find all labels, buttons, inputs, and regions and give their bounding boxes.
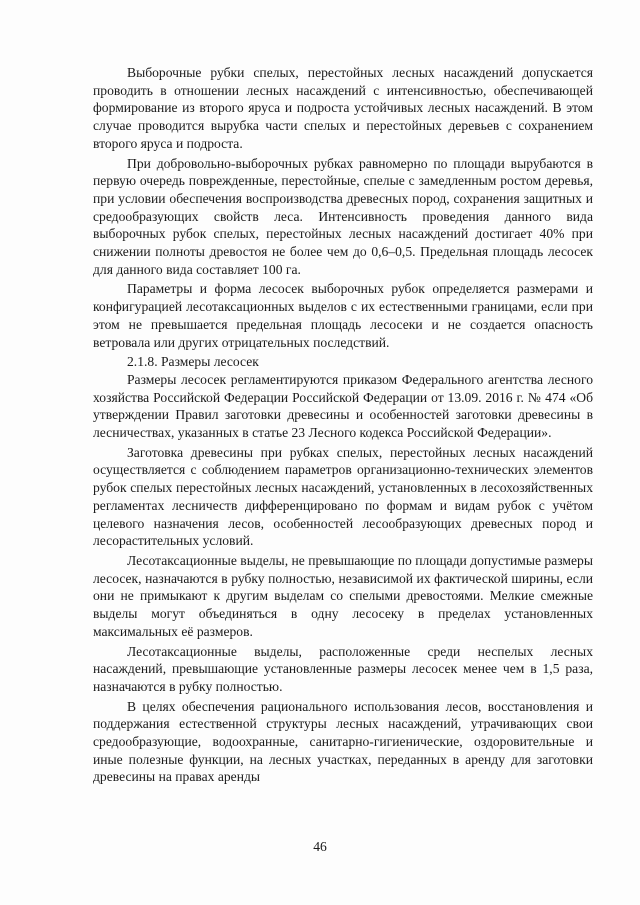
- section-heading: 2.1.8. Размеры лесосек: [127, 354, 259, 370]
- paragraph-forest-allotments: Лесотаксационные выделы, не превышающие по площади допустимые размеры лесосек, назначаются в рубку полностью, независимой их фактической ширины, если они не примыкают к другим выделам со спелыми древостоями. Мелкие смежные выделы могут объединяться в одну лесосеку в пределах установленных максимальных её размеров.: [93, 552, 593, 639]
- document-body: [93, 64, 593, 788]
- paragraph-cutting-area-parameters: Параметры и форма лесосек выборочных рубок определяется размерами и конфигурацией лесотаксационных выделов с их естественными границами, если при этом не превышается предельная площадь лесосеки и не создается опасность ветровала или других отрицательных последствий.: [93, 281, 593, 350]
- page-number: 46: [313, 839, 327, 854]
- paragraph-rational-use: В целях обеспечения рационального использования лесов, восстановления и поддержания естественной структуры лесных насаждений, утрачивающих свои средообразующие, водоохранные, санитарно-гигиенические, оздоровительные и иные полезные функции, на лесных участках, переданных в аренду для заготовки древесины на правах аренды: [93, 698, 593, 785]
- paragraph-cutting-area-regulation: Размеры лесосек регламентируются приказом Федерального агентства лесного хозяйства Российской Федерации Российской Федерации от 13.09. 2016 г. № 474 «Об утверждении Правил заготовки древесины и особенностей заготовки древесины в лесничествах, указанных в статье 23 Лесного кодекса Российской Федерации».: [93, 371, 593, 441]
- paragraph-allotments-among-young-stands: Лесотаксационные выделы, расположенные среди неспелых лесных насаждений, превышающие установленные размеры лесосек менее чем в 1,5 раза, назначаются в рубку полностью.: [93, 643, 593, 694]
- paragraph-timber-harvesting: Заготовка древесины при рубках спелых, перестойных лесных насаждений осуществляется с соблюдением параметров организационно-технических элементов рубок спелых перестойных лесных насаждений, установленных в лесохозяйственных регламентах лесничеств дифференцировано по формам и видам рубок с учётом целевого назначения лесов, особенностей лесообразующих древесных пород и лесорастительных условий.: [93, 444, 593, 549]
- paragraph-selective-felling: Выборочные рубки спелых, перестойных лесных насаждений допускается проводить в отношении лесных насаждений с интенсивностью, обеспечивающей формирование из второго яруса и подроста устойчивых лесных насаждений. В этом случае проводится вырубка части спелых и перестойных деревьев с сохранением второго яруса и подроста.: [93, 65, 593, 151]
- paragraph-voluntary-selective-felling: При добровольно-выборочных рубках равномерно по площади вырубаются в первую очередь поврежденные, перестойные, спелые с замедленным ростом деревья, при условии обеспечения воспроизводства древесных пород, сохранения защитных и средообразующих свойств леса. Интенсивность проведения данного вида выборочных рубок спелых, перестойных лесных насаждений достигает 40% при снижении полноты древостоя не более чем до 0,6–0,5. Предельная площадь лесосек для данного вида составляет 100 га.: [93, 155, 593, 277]
